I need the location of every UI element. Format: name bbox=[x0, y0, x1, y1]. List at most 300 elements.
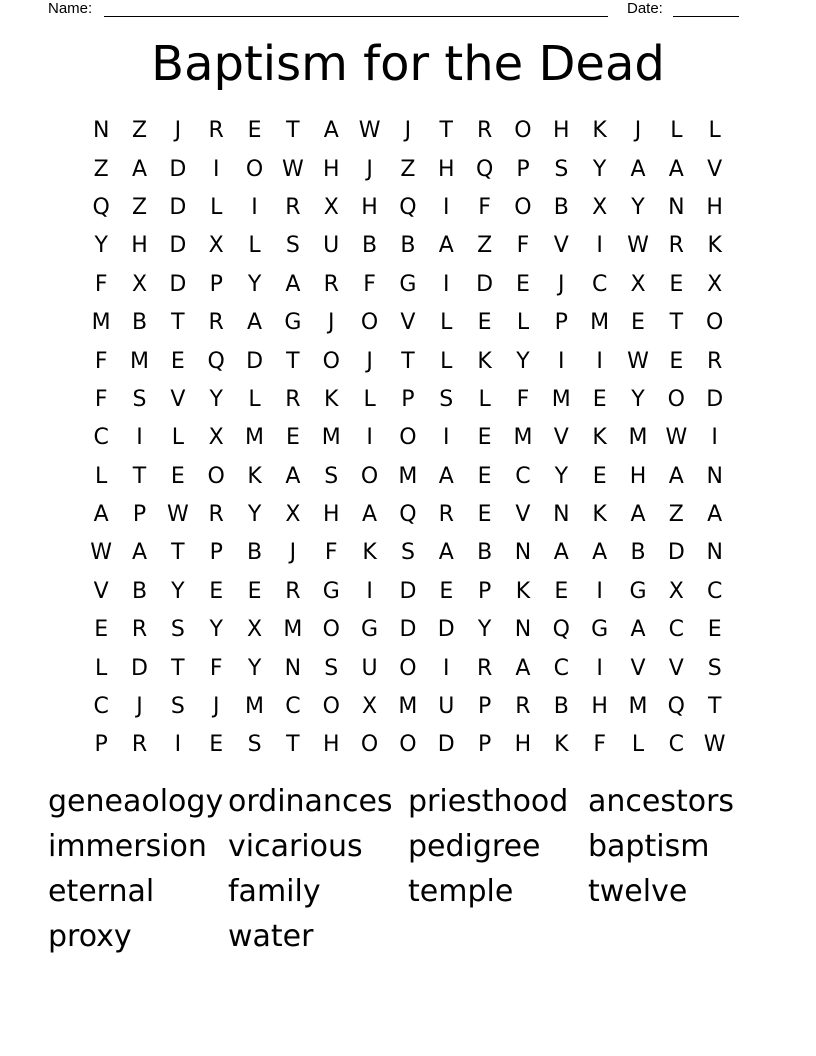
grid-letter: A bbox=[707, 502, 723, 528]
grid-letter: Q bbox=[475, 156, 494, 182]
grid-letter: P bbox=[477, 578, 492, 604]
grid-letter: P bbox=[209, 540, 223, 566]
grid-letter: W bbox=[358, 118, 381, 144]
grid-letter: I bbox=[596, 348, 603, 374]
grid-letter: F bbox=[209, 655, 223, 681]
grid-letter: G bbox=[399, 271, 417, 297]
grid-letter: I bbox=[711, 425, 718, 451]
grid-letter: I bbox=[136, 425, 143, 451]
grid-letter: C bbox=[93, 694, 109, 720]
grid-letter: E bbox=[554, 578, 569, 604]
grid-letter: M bbox=[590, 310, 610, 336]
grid-row bbox=[82, 649, 734, 687]
grid-letter: G bbox=[629, 578, 647, 604]
grid-letter: O bbox=[399, 425, 417, 451]
grid-letter: M bbox=[398, 463, 418, 489]
grid-letter: L bbox=[478, 386, 491, 412]
grid-letter: A bbox=[553, 540, 569, 566]
word-bank bbox=[48, 779, 768, 959]
grid-letter: R bbox=[285, 386, 301, 412]
grid-letter: M bbox=[321, 425, 341, 451]
grid-letter: A bbox=[592, 540, 608, 566]
grid-row bbox=[82, 381, 734, 419]
grid-letter: E bbox=[170, 463, 185, 489]
grid-letter: S bbox=[707, 655, 722, 681]
grid-letter: I bbox=[443, 655, 450, 681]
grid-letter: T bbox=[286, 732, 300, 758]
grid-letter: A bbox=[131, 540, 148, 566]
grid-letter: J bbox=[366, 348, 373, 374]
word-bank-item: family bbox=[228, 874, 321, 909]
grid-letter: I bbox=[558, 348, 565, 374]
grid-letter: M bbox=[398, 694, 418, 720]
grid-letter: A bbox=[438, 463, 454, 489]
grid-letter: T bbox=[286, 118, 300, 144]
grid-row bbox=[82, 112, 734, 150]
word-bank-item: baptism bbox=[588, 829, 710, 864]
grid-letter: M bbox=[245, 694, 265, 720]
word-bank-item: vicarious bbox=[228, 829, 363, 864]
grid-letter: F bbox=[593, 732, 606, 758]
grid-letter: X bbox=[592, 194, 608, 220]
grid-letter: W bbox=[627, 233, 649, 259]
grid-letter: E bbox=[285, 425, 300, 451]
grid-letter: B bbox=[362, 233, 378, 259]
grid-letter: A bbox=[247, 310, 263, 336]
grid-letter: D bbox=[169, 271, 187, 297]
grid-letter: O bbox=[399, 655, 417, 681]
grid-letter: D bbox=[399, 578, 417, 604]
grid-letter: E bbox=[247, 118, 262, 144]
grid-letter: D bbox=[246, 348, 264, 374]
grid-letter: A bbox=[285, 271, 301, 297]
grid-letter: U bbox=[361, 655, 378, 681]
grid-letter: I bbox=[596, 578, 603, 604]
grid-letter: K bbox=[247, 463, 262, 489]
grid-row bbox=[82, 496, 734, 534]
grid-letter: R bbox=[476, 118, 493, 144]
grid-letter: V bbox=[93, 578, 109, 604]
word-bank-item: eternal bbox=[48, 874, 155, 909]
grid-letter: I bbox=[212, 156, 220, 182]
grid-letter: U bbox=[323, 233, 340, 259]
grid-letter: K bbox=[592, 118, 607, 144]
grid-letter: H bbox=[131, 233, 148, 259]
word-bank-item: temple bbox=[408, 874, 514, 909]
grid-letter: I bbox=[174, 732, 182, 758]
grid-letter: S bbox=[247, 732, 262, 758]
grid-letter: A bbox=[668, 463, 684, 489]
grid-letter: X bbox=[208, 233, 224, 259]
grid-letter: L bbox=[516, 310, 530, 336]
grid-letter: V bbox=[553, 425, 569, 451]
grid-letter: X bbox=[247, 617, 263, 643]
grid-row bbox=[82, 150, 734, 188]
grid-letter: B bbox=[131, 578, 148, 604]
date-label: Date: bbox=[627, 0, 663, 17]
grid-letter: R bbox=[438, 502, 454, 528]
grid-letter: V bbox=[515, 502, 531, 528]
grid-letter: D bbox=[131, 655, 148, 681]
grid-letter: G bbox=[322, 578, 340, 604]
grid-letter: K bbox=[515, 578, 531, 604]
grid-letter: R bbox=[285, 578, 301, 604]
grid-letter: T bbox=[171, 310, 185, 336]
grid-letter: D bbox=[667, 540, 685, 566]
grid-letter: F bbox=[94, 271, 108, 297]
grid-letter: Y bbox=[477, 617, 492, 643]
grid-letter: N bbox=[92, 118, 110, 144]
grid-letter: M bbox=[91, 310, 111, 336]
grid-letter: O bbox=[399, 732, 417, 758]
grid-letter: H bbox=[437, 156, 455, 182]
grid-letter: P bbox=[516, 156, 530, 182]
grid-letter: Z bbox=[131, 194, 148, 220]
grid-letter: N bbox=[514, 540, 532, 566]
grid-letter: C bbox=[591, 271, 608, 297]
grid-letter: O bbox=[360, 463, 379, 489]
grid-letter: L bbox=[440, 310, 453, 336]
grid-letter: H bbox=[514, 732, 532, 758]
grid-letter: O bbox=[514, 118, 532, 144]
grid-letter: B bbox=[553, 694, 569, 720]
grid-letter: X bbox=[131, 271, 148, 297]
grid-letter: Y bbox=[592, 156, 607, 182]
grid-letter: K bbox=[324, 386, 339, 412]
grid-letter: D bbox=[169, 156, 187, 182]
letter-grid bbox=[82, 112, 734, 765]
grid-letter: T bbox=[171, 540, 185, 566]
grid-letter: R bbox=[707, 348, 723, 374]
grid-letter: K bbox=[362, 540, 377, 566]
grid-letter: Z bbox=[93, 156, 109, 182]
grid-letter: M bbox=[130, 348, 149, 374]
word-bank-item: pedigree bbox=[408, 829, 541, 864]
grid-letter: K bbox=[592, 425, 607, 451]
grid-letter: C bbox=[93, 425, 109, 451]
grid-letter: Q bbox=[399, 502, 417, 528]
grid-letter: M bbox=[551, 386, 571, 412]
grid-letter: I bbox=[251, 194, 258, 220]
grid-letter: E bbox=[94, 617, 109, 643]
grid-letter: O bbox=[207, 463, 225, 489]
word-bank-item: immersion bbox=[48, 829, 207, 864]
grid-letter: Z bbox=[477, 233, 493, 259]
grid-letter: Y bbox=[516, 348, 530, 374]
grid-letter: Q bbox=[667, 694, 685, 720]
grid-letter: Y bbox=[631, 194, 645, 220]
grid-letter: B bbox=[477, 540, 493, 566]
grid-letter: A bbox=[131, 156, 148, 182]
grid-letter: E bbox=[592, 463, 607, 489]
grid-letter: H bbox=[322, 156, 340, 182]
grid-letter: L bbox=[248, 386, 261, 412]
grid-letter: O bbox=[514, 194, 532, 220]
grid-letter: H bbox=[591, 694, 608, 720]
grid-letter: A bbox=[362, 502, 378, 528]
grid-letter: D bbox=[437, 732, 455, 758]
grid-letter: Z bbox=[131, 118, 148, 144]
grid-letter: C bbox=[553, 655, 569, 681]
grid-letter: I bbox=[596, 233, 603, 259]
grid-letter: D bbox=[169, 194, 187, 220]
word-bank-item: ordinances bbox=[228, 784, 393, 819]
grid-letter: N bbox=[706, 463, 723, 489]
grid-letter: R bbox=[208, 118, 224, 144]
grid-letter: B bbox=[630, 540, 646, 566]
grid-letter: E bbox=[477, 425, 492, 451]
grid-row bbox=[82, 573, 734, 611]
grid-letter: E bbox=[477, 502, 492, 528]
grid-letter: F bbox=[478, 194, 491, 220]
grid-row bbox=[82, 611, 734, 649]
grid-letter: R bbox=[131, 617, 148, 643]
grid-letter: C bbox=[515, 463, 531, 489]
grid-letter: R bbox=[131, 732, 148, 758]
grid-letter: L bbox=[171, 425, 184, 451]
grid-letter: E bbox=[209, 578, 224, 604]
grid-letter: H bbox=[629, 463, 647, 489]
grid-letter: M bbox=[628, 425, 648, 451]
grid-letter: Y bbox=[94, 233, 108, 259]
grid-letter: W bbox=[90, 540, 113, 566]
grid-letter: N bbox=[284, 655, 302, 681]
grid-letter: U bbox=[438, 694, 455, 720]
name-label: Name: bbox=[48, 0, 93, 17]
grid-letter: O bbox=[322, 617, 340, 643]
grid-letter: X bbox=[323, 194, 339, 220]
grid-letter: F bbox=[94, 386, 108, 412]
grid-letter: W bbox=[282, 156, 304, 182]
grid-letter: Y bbox=[209, 617, 223, 643]
grid-letter: L bbox=[631, 732, 645, 758]
grid-letter: A bbox=[93, 502, 109, 528]
word-bank-item: geneaology bbox=[48, 784, 224, 819]
grid-letter: G bbox=[284, 310, 302, 336]
grid-letter: J bbox=[136, 694, 143, 720]
grid-letter: Y bbox=[247, 271, 262, 297]
grid-letter: L bbox=[708, 118, 721, 144]
grid-row bbox=[82, 688, 734, 726]
grid-letter: O bbox=[667, 386, 685, 412]
grid-letter: A bbox=[668, 156, 684, 182]
grid-letter: X bbox=[630, 271, 646, 297]
grid-letter: J bbox=[366, 156, 373, 182]
grid-letter: Q bbox=[399, 194, 417, 220]
grid-letter: V bbox=[170, 386, 186, 412]
grid-letter: Q bbox=[92, 194, 110, 220]
grid-row bbox=[82, 227, 734, 265]
grid-letter: M bbox=[628, 694, 648, 720]
grid-letter: H bbox=[706, 194, 723, 220]
grid-letter: E bbox=[170, 348, 185, 374]
grid-letter: X bbox=[285, 502, 301, 528]
grid-letter: L bbox=[95, 463, 108, 489]
grid-letter: V bbox=[400, 310, 416, 336]
grid-letter: R bbox=[208, 502, 224, 528]
grid-letter: C bbox=[668, 732, 685, 758]
grid-letter: P bbox=[132, 502, 147, 528]
grid-letter: E bbox=[439, 578, 454, 604]
grid-letter: Y bbox=[631, 386, 645, 412]
grid-letter: O bbox=[245, 156, 264, 182]
grid-letter: A bbox=[630, 617, 646, 643]
grid-letter: H bbox=[322, 502, 340, 528]
grid-letter: A bbox=[515, 655, 531, 681]
grid-letter: N bbox=[706, 540, 723, 566]
grid-row bbox=[82, 189, 734, 227]
grid-letter: B bbox=[400, 233, 416, 259]
grid-letter: W bbox=[166, 502, 189, 528]
grid-row bbox=[82, 458, 734, 496]
name-blank-line bbox=[104, 16, 608, 17]
grid-letter: O bbox=[322, 348, 340, 374]
grid-letter: H bbox=[553, 118, 570, 144]
page-title: Baptism for the Dead bbox=[151, 36, 665, 92]
grid-letter: I bbox=[443, 425, 450, 451]
grid-letter: J bbox=[327, 310, 335, 336]
grid-letter: E bbox=[631, 310, 645, 336]
grid-letter: E bbox=[707, 617, 722, 643]
grid-letter: G bbox=[361, 617, 379, 643]
grid-letter: S bbox=[132, 386, 147, 412]
grid-letter: F bbox=[94, 348, 108, 374]
grid-letter: S bbox=[400, 540, 415, 566]
grid-letter: V bbox=[707, 156, 723, 182]
grid-letter: S bbox=[324, 463, 339, 489]
grid-letter: W bbox=[665, 425, 688, 451]
grid-letter: A bbox=[438, 540, 454, 566]
grid-letter: G bbox=[591, 617, 609, 643]
grid-letter: A bbox=[630, 502, 646, 528]
grid-letter: D bbox=[476, 271, 494, 297]
grid-letter: I bbox=[596, 655, 603, 681]
grid-letter: L bbox=[440, 348, 453, 374]
grid-letter: F bbox=[324, 540, 338, 566]
grid-letter: B bbox=[247, 540, 263, 566]
grid-letter: J bbox=[174, 118, 182, 144]
grid-letter: K bbox=[592, 502, 607, 528]
grid-letter: R bbox=[476, 655, 493, 681]
grid-letter: Y bbox=[247, 502, 262, 528]
grid-letter: P bbox=[209, 271, 223, 297]
grid-letter: L bbox=[670, 118, 683, 144]
grid-letter: N bbox=[514, 617, 532, 643]
grid-letter: A bbox=[438, 233, 454, 259]
grid-letter: Z bbox=[668, 502, 684, 528]
grid-letter: J bbox=[634, 118, 642, 144]
date-blank-line bbox=[673, 16, 739, 17]
grid-row bbox=[82, 419, 734, 457]
grid-letter: O bbox=[360, 732, 379, 758]
grid-letter: O bbox=[360, 310, 379, 336]
grid-letter: F bbox=[363, 271, 376, 297]
grid-letter: F bbox=[516, 386, 530, 412]
grid-letter: D bbox=[437, 617, 455, 643]
grid-letter: V bbox=[630, 655, 646, 681]
word-bank-item: water bbox=[228, 919, 314, 954]
grid-letter: T bbox=[132, 463, 147, 489]
grid-letter: T bbox=[669, 310, 684, 336]
grid-letter: R bbox=[515, 694, 531, 720]
grid-letter: T bbox=[286, 348, 300, 374]
grid-letter: R bbox=[668, 233, 684, 259]
grid-letter: E bbox=[516, 271, 530, 297]
grid-letter: Y bbox=[554, 463, 569, 489]
grid-letter: R bbox=[323, 271, 339, 297]
grid-letter: E bbox=[669, 348, 684, 374]
grid-letter: X bbox=[362, 694, 378, 720]
grid-letter: X bbox=[668, 578, 684, 604]
grid-letter: R bbox=[285, 194, 301, 220]
grid-letter: S bbox=[324, 655, 339, 681]
grid-letter: O bbox=[706, 310, 724, 336]
grid-letter: H bbox=[322, 732, 340, 758]
grid-letter: E bbox=[669, 271, 684, 297]
worksheet-header bbox=[48, 0, 748, 20]
grid-letter: E bbox=[209, 732, 224, 758]
grid-letter: I bbox=[366, 425, 373, 451]
grid-letter: A bbox=[285, 463, 301, 489]
grid-letter: I bbox=[443, 194, 450, 220]
grid-letter: C bbox=[668, 617, 685, 643]
grid-letter: P bbox=[94, 732, 108, 758]
grid-row bbox=[82, 342, 734, 380]
grid-letter: W bbox=[627, 348, 649, 374]
grid-letter: S bbox=[554, 156, 569, 182]
grid-letter: B bbox=[553, 194, 569, 220]
grid-letter: Y bbox=[171, 578, 185, 604]
grid-letter: L bbox=[363, 386, 376, 412]
grid-letter: L bbox=[95, 655, 108, 681]
grid-letter: T bbox=[439, 118, 453, 144]
grid-letter: E bbox=[247, 578, 262, 604]
grid-letter: I bbox=[443, 271, 450, 297]
grid-letter: W bbox=[703, 732, 726, 758]
grid-letter: T bbox=[171, 655, 185, 681]
grid-letter: S bbox=[285, 233, 300, 259]
grid-letter: N bbox=[553, 502, 570, 528]
grid-letter: T bbox=[707, 694, 722, 720]
grid-letter: E bbox=[592, 386, 607, 412]
grid-row bbox=[82, 266, 734, 304]
word-bank-item: twelve bbox=[588, 874, 688, 909]
grid-letter: M bbox=[283, 617, 303, 643]
grid-letter: I bbox=[366, 578, 373, 604]
grid-letter: Y bbox=[247, 655, 262, 681]
grid-letter: O bbox=[322, 694, 340, 720]
grid-letter: E bbox=[477, 310, 492, 336]
grid-letter: N bbox=[668, 194, 685, 220]
grid-letter: J bbox=[212, 694, 220, 720]
grid-letter: C bbox=[706, 578, 723, 604]
grid-letter: S bbox=[170, 694, 185, 720]
grid-letter: F bbox=[516, 233, 530, 259]
grid-row bbox=[82, 304, 734, 342]
grid-letter: A bbox=[630, 156, 646, 182]
grid-letter: K bbox=[477, 348, 492, 374]
grid-row bbox=[82, 726, 734, 764]
grid-letter: P bbox=[554, 310, 568, 336]
grid-letter: M bbox=[245, 425, 265, 451]
grid-letter: B bbox=[131, 310, 148, 336]
grid-letter: M bbox=[513, 425, 533, 451]
grid-letter: P bbox=[401, 386, 415, 412]
grid-letter: L bbox=[210, 194, 223, 220]
grid-letter: D bbox=[399, 617, 417, 643]
grid-letter: Y bbox=[209, 386, 223, 412]
grid-letter: H bbox=[361, 194, 378, 220]
